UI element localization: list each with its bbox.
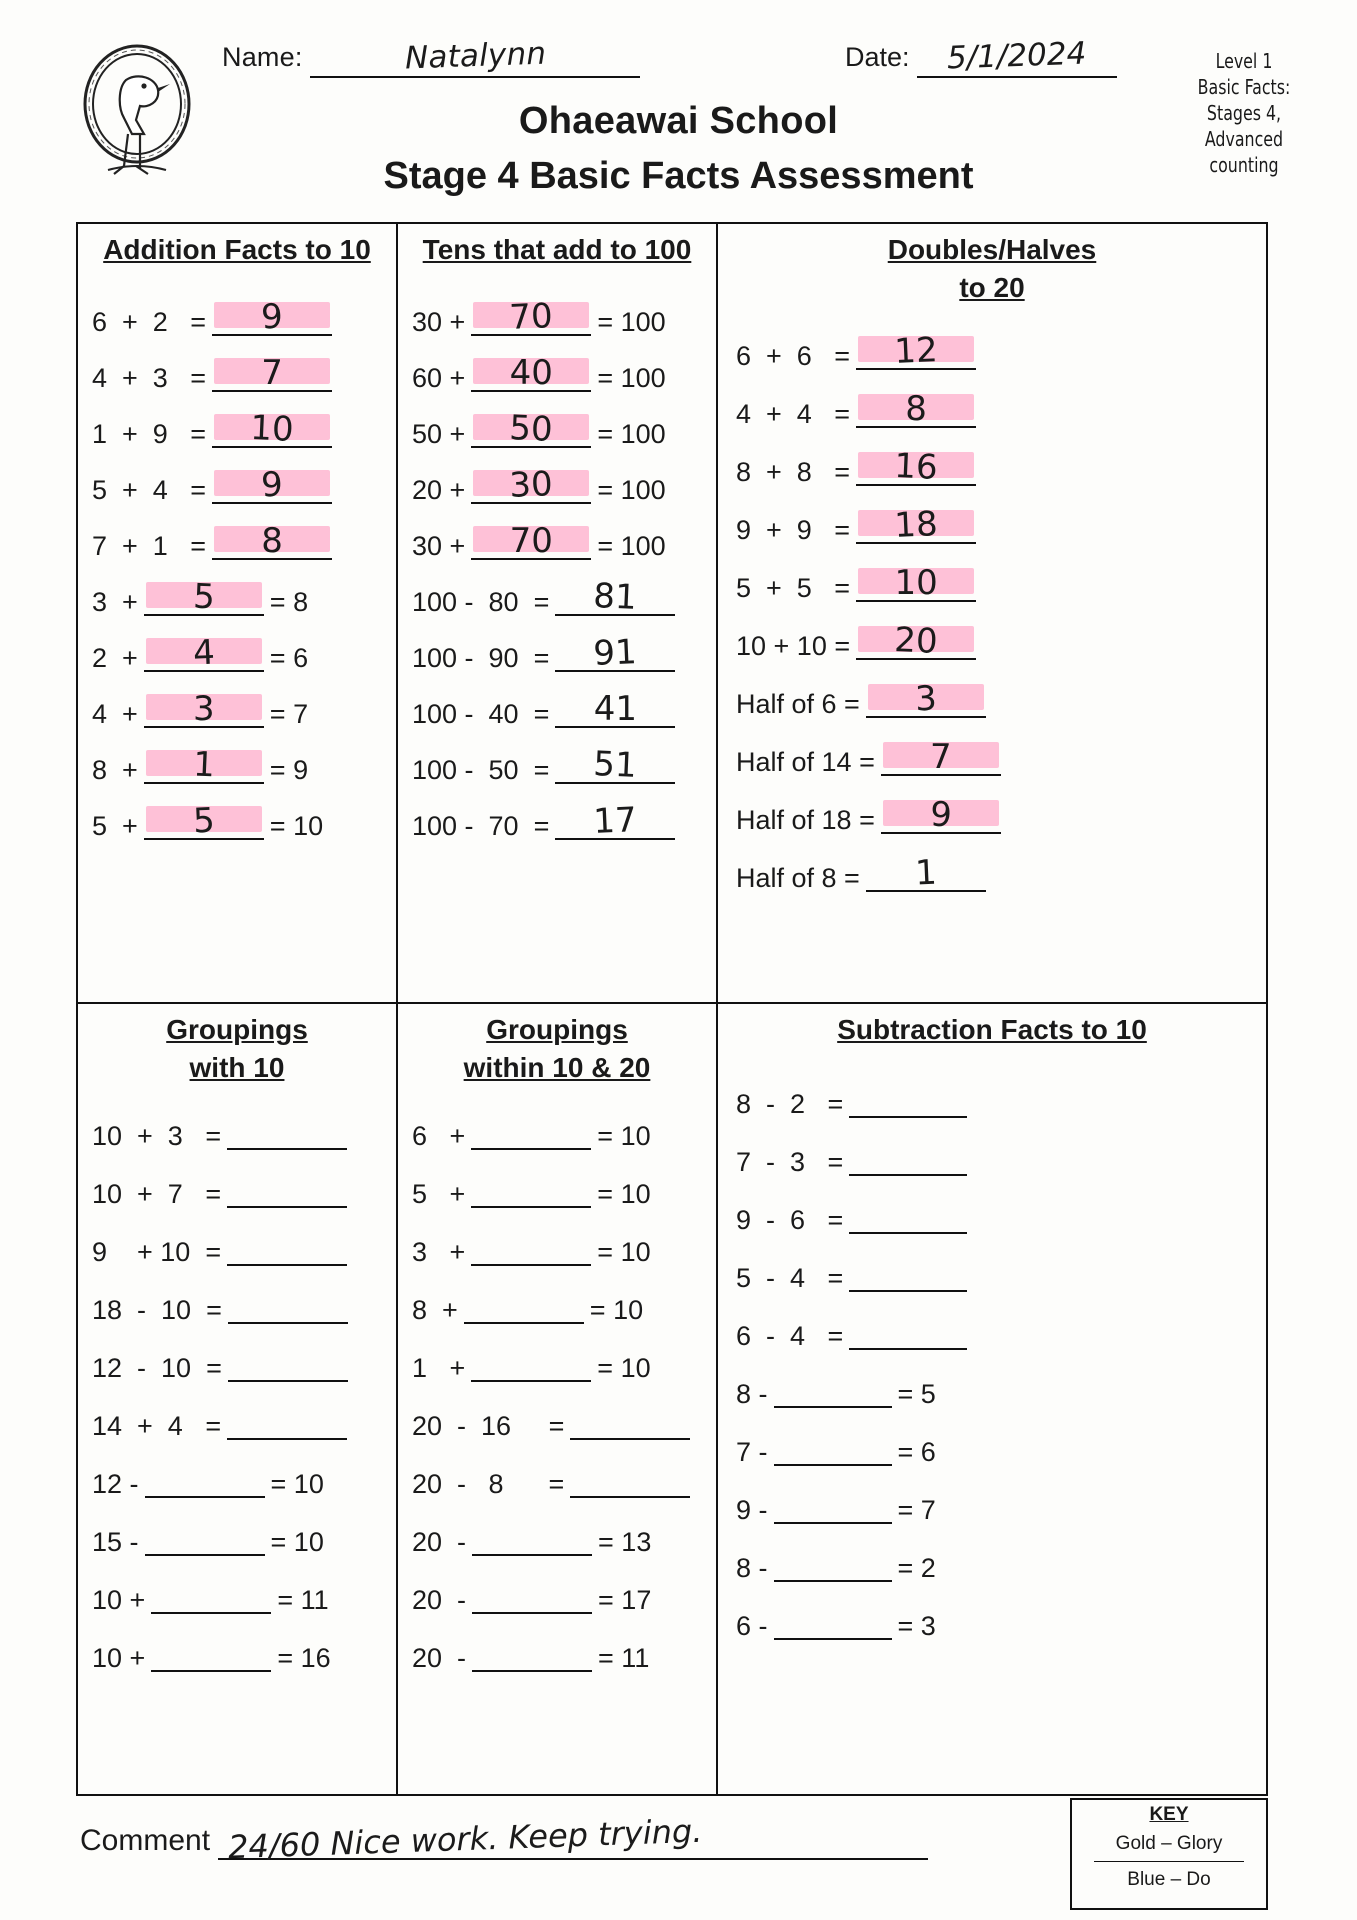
question-suffix: = 100 xyxy=(597,307,666,337)
question-row xyxy=(78,448,396,504)
question-prompt: 20 - xyxy=(412,1585,467,1615)
question-prompt: 4 + 3 = xyxy=(92,363,207,393)
answer-blank[interactable] xyxy=(145,1526,265,1556)
handwritten-answer: 18 xyxy=(893,504,939,546)
question-prompt: 8 - 2 = xyxy=(736,1089,844,1119)
answer-blank[interactable] xyxy=(472,1526,592,1556)
question-suffix: = 7 xyxy=(269,699,309,729)
handwritten-answer: 9 xyxy=(929,794,953,836)
question-prompt: 20 - 8 = xyxy=(412,1469,565,1499)
question-suffix: = 10 xyxy=(589,1295,644,1325)
question-row xyxy=(78,336,396,392)
question-row xyxy=(78,1382,396,1440)
question-suffix: = 11 xyxy=(277,1585,329,1615)
question-prompt: Half of 18 = xyxy=(736,805,875,835)
question-row xyxy=(78,280,396,336)
question-row xyxy=(78,672,396,728)
answer-blank[interactable] xyxy=(144,632,264,674)
question-row xyxy=(718,1118,1266,1176)
question-list xyxy=(78,1092,396,1672)
question-prompt: 5 + xyxy=(92,811,138,841)
handwritten-answer: 30 xyxy=(508,464,554,506)
comment-label: Comment xyxy=(80,1824,211,1857)
question-row xyxy=(718,1524,1266,1582)
answer-blank[interactable] xyxy=(472,1642,592,1672)
answer-blank[interactable] xyxy=(227,1120,347,1150)
question-prompt: 5 + 4 = xyxy=(92,475,207,505)
handwritten-answer: 70 xyxy=(509,521,553,561)
date-input[interactable] xyxy=(917,35,1117,78)
question-row xyxy=(398,1440,716,1498)
handwritten-answer: 17 xyxy=(592,800,638,842)
section-tens-that-add-to-100 xyxy=(398,224,716,1002)
question-prompt: 9 + 10 = xyxy=(92,1237,222,1267)
answer-blank[interactable] xyxy=(774,1552,892,1582)
question-prompt: 60 + xyxy=(412,363,466,393)
question-row xyxy=(718,312,1266,370)
question-prompt: 2 + xyxy=(92,643,138,673)
answer-blank[interactable] xyxy=(856,563,976,603)
key-divider xyxy=(1094,1861,1244,1862)
date-field-row xyxy=(845,35,1117,78)
handwritten-answer: 7 xyxy=(930,737,952,777)
question-suffix: = 7 xyxy=(897,1495,936,1525)
answer-blank[interactable] xyxy=(774,1610,892,1640)
question-row xyxy=(718,1234,1266,1292)
handwritten-answer: 20 xyxy=(893,620,939,662)
question-prompt: 8 - xyxy=(736,1553,768,1583)
level-info xyxy=(1169,48,1319,178)
answer-blank[interactable] xyxy=(144,744,264,786)
date-value: 5/1/2024 xyxy=(946,35,1088,77)
question-prompt: 15 - xyxy=(92,1527,139,1557)
key-legend xyxy=(1070,1798,1268,1910)
question-row xyxy=(78,1092,396,1150)
question-row xyxy=(398,1150,716,1208)
handwritten-answer: 16 xyxy=(893,446,939,488)
question-row xyxy=(718,486,1266,544)
question-prompt: 10 + 3 = xyxy=(92,1121,222,1151)
answer-blank[interactable] xyxy=(856,446,976,488)
question-row xyxy=(718,428,1266,486)
question-prompt: 100 - 80 = xyxy=(412,587,550,617)
answer-blank[interactable] xyxy=(866,852,986,894)
question-prompt: 9 - 6 = xyxy=(736,1205,844,1235)
answer-blank[interactable] xyxy=(881,794,1001,836)
level-line-3: Stages 4, xyxy=(1206,101,1282,125)
question-row xyxy=(78,1324,396,1382)
answer-blank[interactable] xyxy=(856,330,976,372)
question-row xyxy=(78,728,396,784)
answer-blank[interactable] xyxy=(856,620,976,662)
handwritten-answer: 1 xyxy=(192,744,216,786)
question-row xyxy=(718,602,1266,660)
question-row xyxy=(398,1266,716,1324)
question-suffix: = 100 xyxy=(597,475,666,505)
question-prompt: 3 + xyxy=(92,587,138,617)
section-title: Groupings xyxy=(486,1014,628,1045)
handwritten-answer: 5 xyxy=(192,576,216,618)
handwritten-answer: 8 xyxy=(905,389,927,429)
question-prompt: 5 + 5 = xyxy=(736,573,851,603)
question-prompt: 1 + xyxy=(412,1353,466,1383)
question-row xyxy=(78,616,396,672)
section-addition-facts-to-10 xyxy=(78,224,396,1002)
question-prompt: 100 - 70 = xyxy=(412,811,550,841)
answer-blank[interactable] xyxy=(856,504,976,546)
question-row xyxy=(398,280,716,336)
question-prompt: 100 - 40 = xyxy=(412,699,550,729)
question-prompt: 3 + xyxy=(412,1237,466,1267)
name-input[interactable] xyxy=(310,35,640,78)
question-list xyxy=(718,1060,1266,1640)
question-row xyxy=(718,1408,1266,1466)
handwritten-answer: 40 xyxy=(509,353,553,393)
question-suffix: = 13 xyxy=(598,1527,652,1557)
section-groupings-with-10 xyxy=(78,1004,396,1794)
question-suffix: = 2 xyxy=(897,1553,936,1583)
question-prompt: 7 - 3 = xyxy=(736,1147,844,1177)
question-prompt: 6 + 6 = xyxy=(736,341,851,371)
answer-blank[interactable] xyxy=(570,1410,690,1440)
question-row xyxy=(718,1350,1266,1408)
question-prompt: 50 + xyxy=(412,419,466,449)
question-row xyxy=(398,1382,716,1440)
question-suffix: = 10 xyxy=(270,1527,324,1557)
handwritten-answer: 9 xyxy=(260,296,284,338)
handwritten-answer: 1 xyxy=(914,852,938,894)
answer-blank[interactable] xyxy=(471,1352,591,1382)
answer-blank[interactable] xyxy=(471,521,591,561)
question-suffix: = 16 xyxy=(277,1643,331,1673)
answer-blank[interactable] xyxy=(774,1378,892,1408)
question-prompt: 9 - xyxy=(736,1495,768,1525)
handwritten-answer: 50 xyxy=(508,408,554,450)
section-subtitle: to 20 xyxy=(959,272,1025,303)
question-suffix: = 11 xyxy=(598,1643,650,1673)
answer-blank[interactable] xyxy=(151,1642,271,1672)
question-row xyxy=(718,370,1266,428)
answer-blank[interactable] xyxy=(555,576,675,618)
question-row xyxy=(398,504,716,560)
handwritten-answer: 10 xyxy=(894,563,938,603)
question-suffix: = 5 xyxy=(897,1379,936,1409)
question-suffix: = 6 xyxy=(269,643,309,673)
question-prompt: 12 - 10 = xyxy=(92,1353,222,1383)
question-row xyxy=(718,660,1266,718)
question-prompt: Half of 8 = xyxy=(736,863,860,893)
question-prompt: 100 - 50 = xyxy=(412,755,550,785)
question-row xyxy=(398,1556,716,1614)
question-prompt: Half of 14 = xyxy=(736,747,875,777)
name-value: Natalynn xyxy=(404,35,547,77)
question-suffix: = 100 xyxy=(597,531,666,561)
section-subtitle: with 10 xyxy=(189,1052,285,1083)
question-row xyxy=(398,728,716,784)
answer-blank[interactable] xyxy=(849,1204,967,1234)
question-suffix: = 100 xyxy=(597,363,666,393)
question-prompt: 8 + 8 = xyxy=(736,457,851,487)
key-row-blue: Blue – Do xyxy=(1127,1869,1211,1890)
answer-blank[interactable] xyxy=(151,1584,271,1614)
question-row xyxy=(78,1208,396,1266)
question-row xyxy=(78,784,396,840)
answer-blank[interactable] xyxy=(472,1584,592,1614)
section-title: Groupings xyxy=(166,1014,308,1045)
question-prompt: 5 + xyxy=(412,1179,466,1209)
answer-blank[interactable] xyxy=(471,408,591,450)
answer-blank[interactable] xyxy=(774,1494,892,1524)
handwritten-answer: 8 xyxy=(261,521,283,561)
question-prompt: 20 + xyxy=(412,475,466,505)
worksheet-grid xyxy=(76,222,1268,1796)
question-suffix: = 10 xyxy=(597,1121,651,1151)
question-suffix: = 9 xyxy=(269,755,309,785)
question-prompt: 20 - xyxy=(412,1527,467,1557)
comment-value: 24/60 Nice work. Keep trying. xyxy=(227,1811,704,1867)
question-prompt: 10 + xyxy=(92,1643,146,1673)
answer-blank[interactable] xyxy=(227,1178,347,1208)
question-row xyxy=(78,1266,396,1324)
question-prompt: 10 + xyxy=(92,1585,146,1615)
question-suffix: = 3 xyxy=(897,1611,936,1641)
question-row xyxy=(398,616,716,672)
answer-blank[interactable] xyxy=(212,296,332,338)
answer-blank[interactable] xyxy=(471,464,591,506)
question-prompt: 12 - xyxy=(92,1469,139,1499)
question-suffix: = 10 xyxy=(269,811,324,841)
question-prompt: 4 + xyxy=(92,699,138,729)
answer-blank[interactable] xyxy=(228,1352,348,1382)
question-prompt: 30 + xyxy=(412,307,466,337)
section-subtitle: within 10 & 20 xyxy=(463,1052,651,1083)
question-row xyxy=(78,1556,396,1614)
answer-blank[interactable] xyxy=(471,296,591,338)
question-row xyxy=(398,1092,716,1150)
answer-blank[interactable] xyxy=(144,576,264,618)
question-row xyxy=(718,834,1266,892)
question-row xyxy=(718,1582,1266,1640)
handwritten-answer: 51 xyxy=(592,744,638,786)
answer-blank[interactable] xyxy=(212,521,332,561)
question-row xyxy=(718,718,1266,776)
question-row xyxy=(78,1440,396,1498)
answer-blank[interactable] xyxy=(144,800,264,842)
question-row xyxy=(398,560,716,616)
answer-blank[interactable] xyxy=(555,689,675,729)
answer-blank[interactable] xyxy=(866,678,986,720)
answer-blank[interactable] xyxy=(856,389,976,429)
answer-blank[interactable] xyxy=(145,1468,265,1498)
answer-blank[interactable] xyxy=(570,1468,690,1498)
answer-blank[interactable] xyxy=(471,353,591,393)
question-row xyxy=(718,1292,1266,1350)
answer-blank[interactable] xyxy=(212,464,332,506)
question-row xyxy=(718,1060,1266,1118)
level-line-4: Advanced counting xyxy=(1204,127,1284,177)
answer-blank[interactable] xyxy=(227,1236,347,1266)
answer-blank[interactable] xyxy=(471,1178,591,1208)
question-prompt: 100 - 90 = xyxy=(412,643,550,673)
handwritten-answer: 10 xyxy=(249,408,295,450)
answer-blank[interactable] xyxy=(471,1120,591,1150)
question-prompt: 7 - xyxy=(736,1437,768,1467)
level-line-2: Basic Facts: xyxy=(1197,75,1291,99)
answer-blank[interactable] xyxy=(555,632,675,674)
question-prompt: 8 + xyxy=(412,1295,458,1325)
question-suffix: = 10 xyxy=(597,1353,651,1383)
section-doubles-halves-to-20 xyxy=(718,224,1266,1002)
handwritten-answer: 70 xyxy=(508,296,554,338)
question-prompt: 4 + 4 = xyxy=(736,399,851,429)
handwritten-answer: 91 xyxy=(592,632,638,674)
question-prompt: 6 - xyxy=(736,1611,768,1641)
question-row xyxy=(78,1498,396,1556)
question-suffix: = 17 xyxy=(598,1585,652,1615)
answer-blank[interactable] xyxy=(464,1294,584,1324)
question-row xyxy=(398,1498,716,1556)
question-prompt: 20 - xyxy=(412,1643,467,1673)
name-field-row xyxy=(222,35,640,78)
question-prompt: 30 + xyxy=(412,531,466,561)
question-row xyxy=(398,448,716,504)
question-row xyxy=(398,784,716,840)
question-row xyxy=(718,1466,1266,1524)
answer-blank[interactable] xyxy=(212,408,332,450)
question-suffix: = 100 xyxy=(597,419,666,449)
question-prompt: 6 + 2 = xyxy=(92,307,207,337)
question-list xyxy=(398,1092,716,1672)
question-prompt: 6 - 4 = xyxy=(736,1321,844,1351)
answer-blank[interactable] xyxy=(555,744,675,786)
answer-blank[interactable] xyxy=(144,689,264,729)
question-suffix: = 10 xyxy=(597,1179,651,1209)
question-prompt: 6 + xyxy=(412,1121,466,1151)
question-suffix: = 8 xyxy=(269,587,309,617)
section-title: Addition Facts to 10 xyxy=(103,234,371,265)
question-row xyxy=(398,1208,716,1266)
question-prompt: 18 - 10 = xyxy=(92,1295,222,1325)
key-row-gold: Gold – Glory xyxy=(1115,1833,1223,1854)
question-prompt: Half of 6 = xyxy=(736,689,860,719)
question-row xyxy=(718,1176,1266,1234)
handwritten-answer: 3 xyxy=(914,678,938,720)
question-row xyxy=(398,672,716,728)
question-suffix: = 10 xyxy=(270,1469,324,1499)
question-row xyxy=(718,776,1266,834)
page-header xyxy=(0,0,1357,215)
question-suffix: = 6 xyxy=(897,1437,936,1467)
question-prompt: 5 - 4 = xyxy=(736,1263,844,1293)
key-title: KEY xyxy=(1149,1804,1189,1825)
answer-blank[interactable] xyxy=(212,353,332,393)
question-row xyxy=(398,1614,716,1672)
handwritten-answer: 81 xyxy=(592,576,638,618)
comment-row xyxy=(80,1811,928,1867)
handwritten-answer: 5 xyxy=(192,800,216,842)
answer-blank[interactable] xyxy=(227,1410,347,1440)
section-title: Doubles/Halves xyxy=(887,234,1097,265)
level-line-1: Level 1 xyxy=(1215,49,1273,73)
question-row xyxy=(398,392,716,448)
question-prompt: 9 + 9 = xyxy=(736,515,851,545)
question-row xyxy=(718,544,1266,602)
question-prompt: 8 - xyxy=(736,1379,768,1409)
handwritten-answer: 9 xyxy=(260,464,284,506)
question-prompt: 20 - 16 = xyxy=(412,1411,565,1441)
answer-blank[interactable] xyxy=(881,737,1001,777)
answer-blank[interactable] xyxy=(849,1088,967,1118)
handwritten-answer: 3 xyxy=(192,689,215,729)
question-prompt: 10 + 7 = xyxy=(92,1179,222,1209)
question-row xyxy=(398,1324,716,1382)
question-row xyxy=(78,1150,396,1208)
question-row xyxy=(78,1614,396,1672)
handwritten-answer: 41 xyxy=(593,689,637,729)
handwritten-answer: 12 xyxy=(893,330,939,372)
section-title: Subtraction Facts to 10 xyxy=(837,1014,1147,1045)
question-prompt: 14 + 4 = xyxy=(92,1411,222,1441)
answer-blank[interactable] xyxy=(555,800,675,842)
name-label: Name: xyxy=(222,42,303,72)
answer-blank[interactable] xyxy=(471,1236,591,1266)
comment-input[interactable] xyxy=(218,1811,928,1867)
question-row xyxy=(78,504,396,560)
question-row xyxy=(78,392,396,448)
question-row xyxy=(398,336,716,392)
section-subtraction-facts-to-10 xyxy=(718,1004,1266,1794)
answer-blank[interactable] xyxy=(849,1146,967,1176)
school-name: Ohaeawai School xyxy=(518,100,839,142)
assessment-title: Stage 4 Basic Facts Assessment xyxy=(383,155,974,197)
answer-blank[interactable] xyxy=(774,1436,892,1466)
handwritten-answer: 7 xyxy=(261,353,283,393)
question-row xyxy=(78,560,396,616)
question-prompt: 1 + 9 = xyxy=(92,419,207,449)
question-suffix: = 10 xyxy=(597,1237,651,1267)
question-list xyxy=(78,280,396,840)
answer-blank[interactable] xyxy=(849,1262,967,1292)
section-groupings-within-10-and-20 xyxy=(398,1004,716,1794)
question-prompt: 10 + 10 = xyxy=(736,631,851,661)
section-title: Tens that add to 100 xyxy=(422,234,692,265)
question-list xyxy=(398,280,716,840)
date-label: Date: xyxy=(845,42,910,72)
answer-blank[interactable] xyxy=(849,1320,967,1350)
answer-blank[interactable] xyxy=(228,1294,348,1324)
question-prompt: 7 + 1 = xyxy=(92,531,207,561)
handwritten-answer: 4 xyxy=(192,632,216,674)
question-prompt: 8 + xyxy=(92,755,138,785)
question-list xyxy=(718,312,1266,892)
